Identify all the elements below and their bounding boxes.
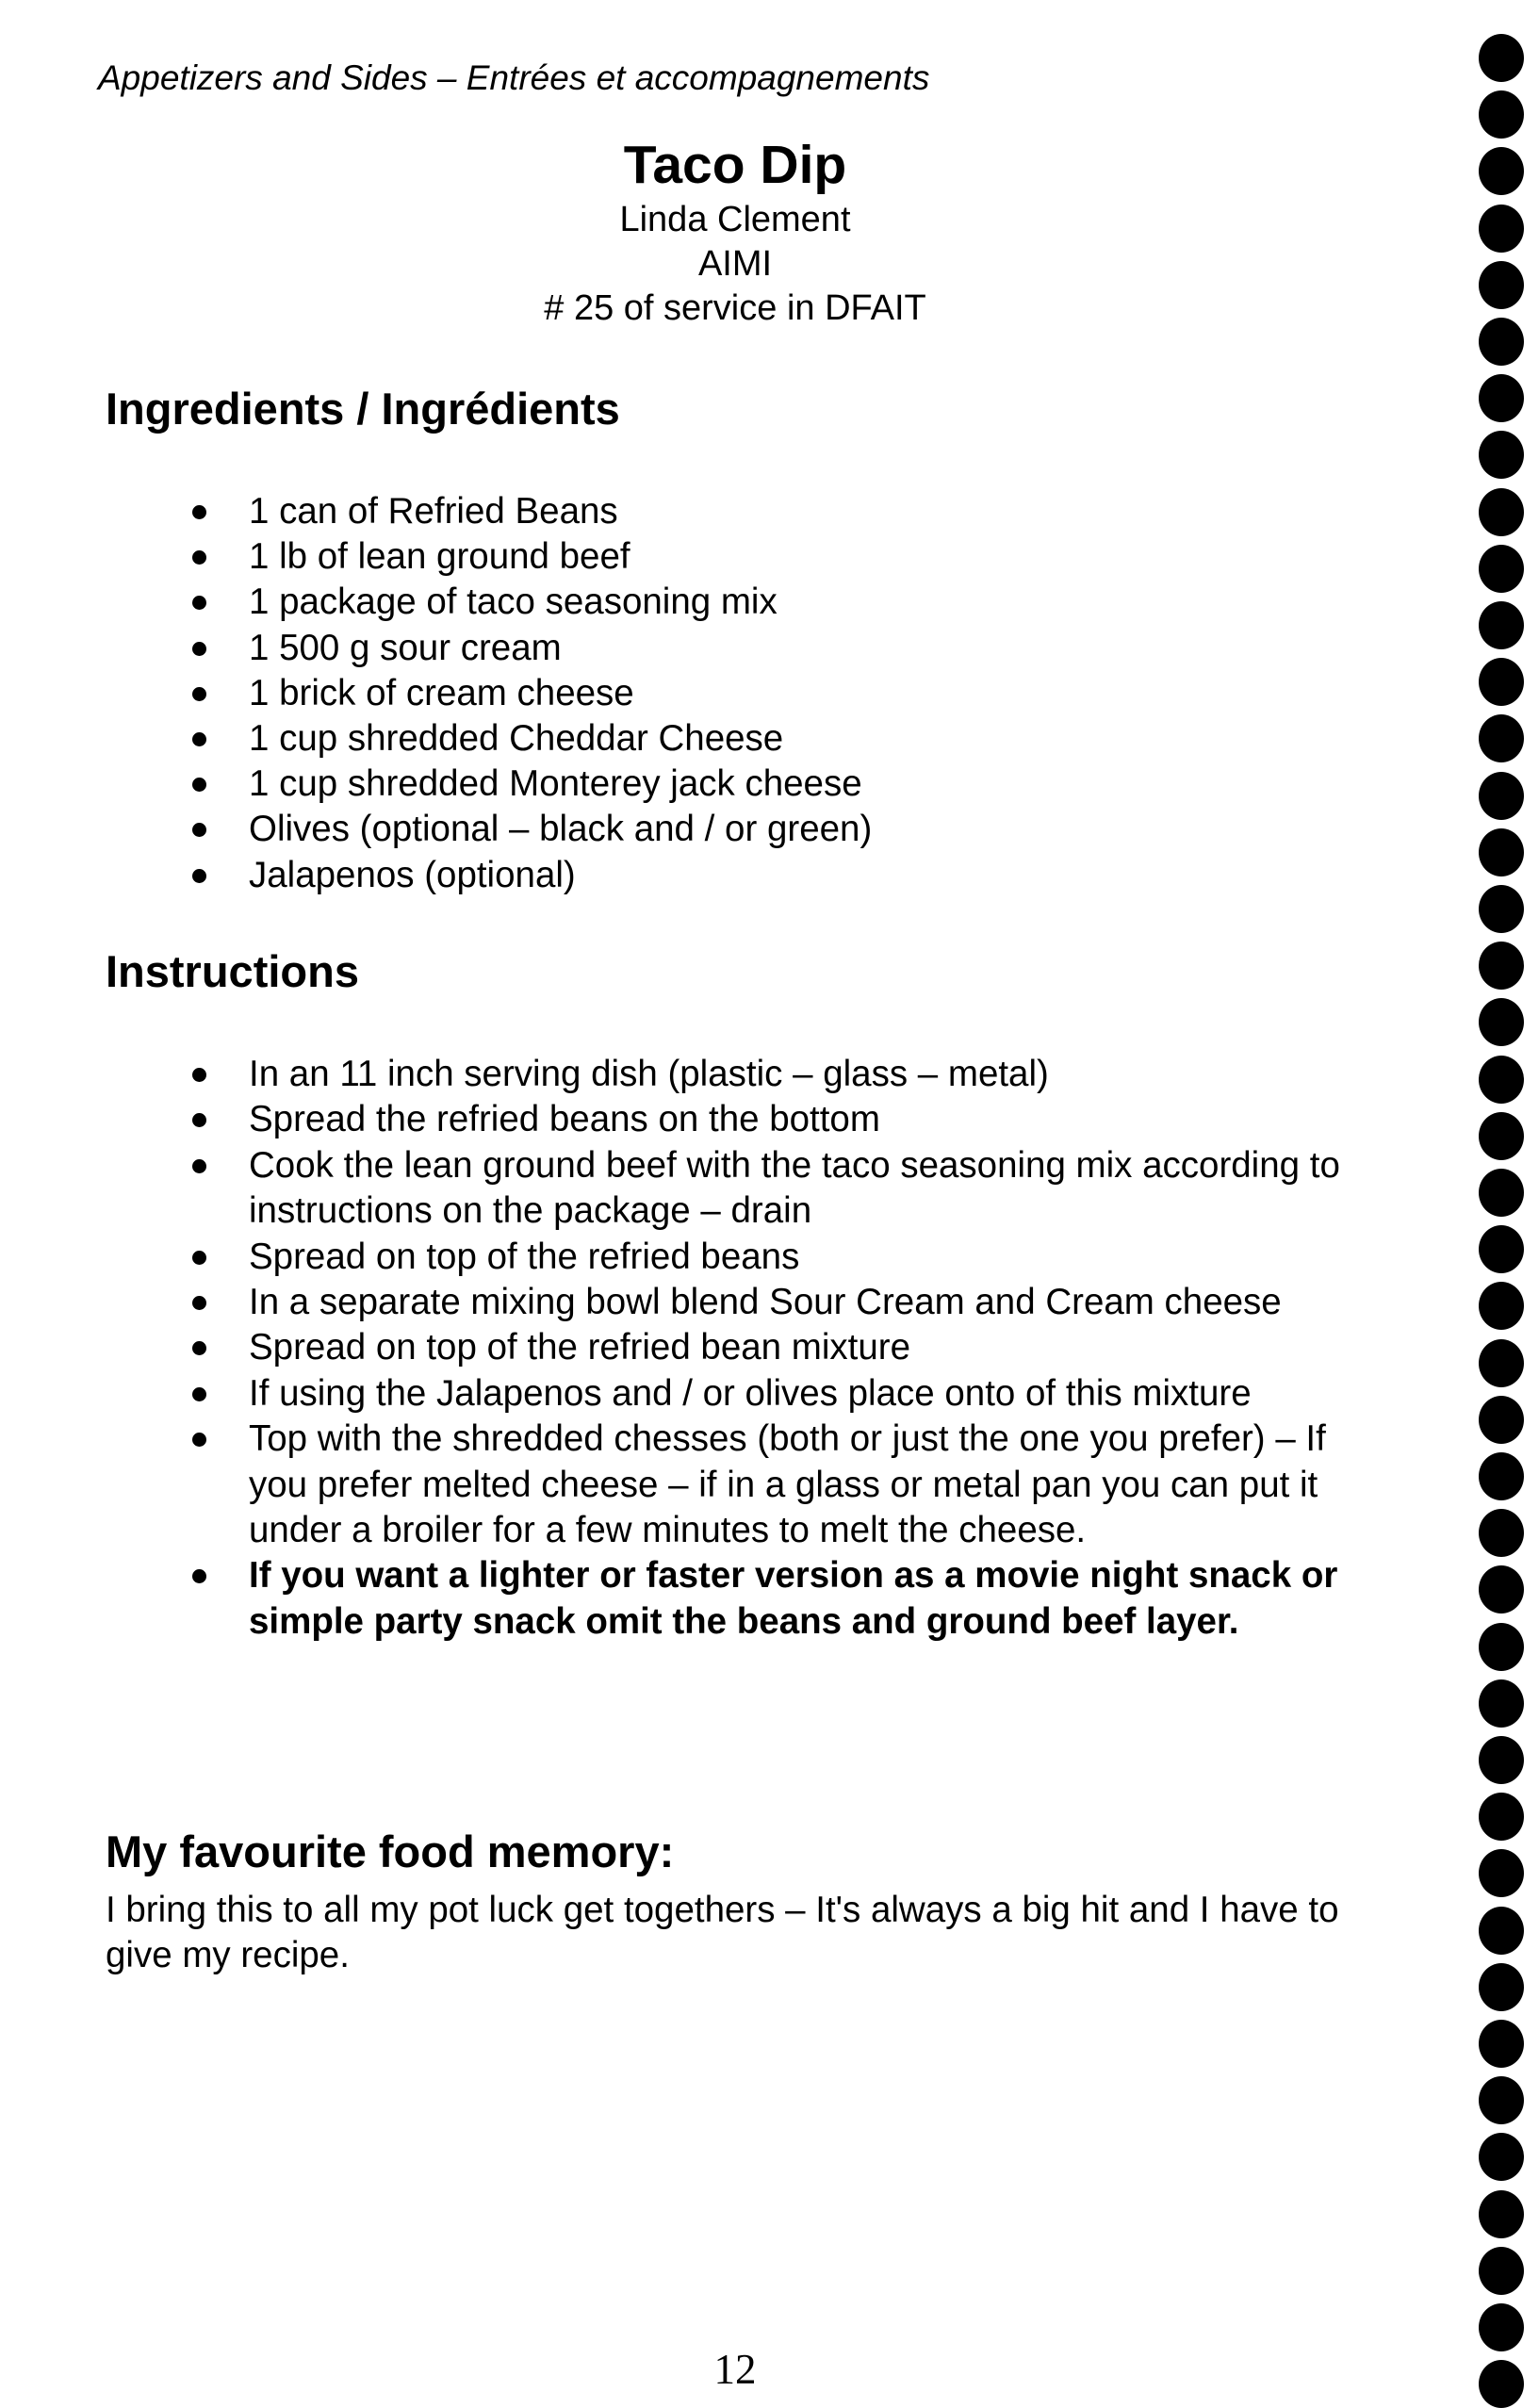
binding-hole-icon — [1479, 488, 1524, 536]
ingredient-item — [187, 626, 1365, 671]
instruction-text: Spread on top of the refried beans — [249, 1236, 800, 1277]
instruction-text: Cook the lean ground beef with the taco seasoning mix according to instructions on the package – drain — [249, 1144, 1340, 1232]
bullet-icon — [192, 869, 206, 883]
ingredient-text: 1 can of Refried Beans — [249, 491, 618, 532]
instruction-step — [187, 1097, 1365, 1142]
bullet-icon — [192, 1296, 206, 1310]
ingredient-item — [187, 807, 1365, 852]
binding-hole-icon — [1479, 34, 1524, 82]
bullet-icon — [192, 1068, 206, 1082]
ingredient-item — [187, 716, 1365, 762]
ingredient-text: Olives (optional – black and / or green) — [249, 809, 873, 850]
ingredient-text: 1 cup shredded Cheddar Cheese — [249, 718, 784, 760]
bullet-icon — [192, 1159, 206, 1173]
binding-hole-icon — [1479, 1793, 1524, 1841]
bullet-icon — [192, 732, 206, 746]
instruction-step — [187, 1325, 1365, 1370]
bullet-icon — [192, 1251, 206, 1265]
binding-hole-icon — [1479, 147, 1524, 195]
ingredient-item — [187, 853, 1365, 898]
binding-hole-icon — [1479, 1849, 1524, 1897]
ingredient-item — [187, 489, 1365, 534]
bullet-icon — [192, 505, 206, 519]
bullet-icon — [192, 1433, 206, 1447]
ingredient-text: 1 brick of cream cheese — [249, 672, 634, 713]
binding-hole-icon — [1479, 2360, 1524, 2408]
ingredient-item — [187, 762, 1365, 807]
binding-hole-icon — [1479, 2303, 1524, 2351]
binding-hole-icon — [1479, 1963, 1524, 2011]
instruction-step — [187, 1143, 1365, 1235]
binding-hole-icon — [1479, 318, 1524, 366]
binding-hole-icon — [1479, 942, 1524, 990]
binding-hole-icon — [1479, 1509, 1524, 1557]
binding-hole-icon — [1479, 1736, 1524, 1784]
binding-hole-icon — [1479, 1679, 1524, 1728]
binding-hole-icon — [1479, 998, 1524, 1046]
binding-hole-icon — [1479, 431, 1524, 479]
binding-hole-icon — [1479, 1339, 1524, 1387]
instruction-text: Spread on top of the refried bean mixture — [249, 1327, 910, 1368]
binding-hole-icon — [1479, 90, 1524, 139]
bullet-icon — [192, 596, 206, 610]
binding-hole-icon — [1479, 545, 1524, 593]
binding-hole-icon — [1479, 374, 1524, 422]
ingredient-text: 1 cup shredded Monterey jack cheese — [249, 763, 862, 805]
ingredient-item — [187, 671, 1365, 716]
bullet-icon — [192, 1569, 206, 1583]
memory-text: I bring this to all my pot luck get togethers – It's always a big hit and I have to give my recipe. — [106, 1890, 1339, 1975]
bullet-icon — [192, 823, 206, 837]
memory-heading: My favourite food memory: — [106, 1826, 675, 1876]
binding-hole-icon — [1479, 2133, 1524, 2181]
binding-hole-icon — [1479, 261, 1524, 309]
spiral-binding — [1473, 34, 1530, 2400]
ingredient-item — [187, 580, 1365, 625]
instruction-step — [187, 1280, 1365, 1325]
recipe-organization: AIMI — [697, 244, 773, 284]
instruction-text: Spread the refried beans on the bottom — [249, 1099, 880, 1140]
binding-hole-icon — [1479, 1623, 1524, 1671]
instruction-text: In a separate mixing bowl blend Sour Cream and Cream cheese — [249, 1282, 1282, 1323]
binding-hole-icon — [1479, 1056, 1524, 1104]
ingredients-list — [187, 489, 1365, 898]
binding-hole-icon — [1479, 1225, 1524, 1273]
bullet-icon — [192, 1113, 206, 1127]
instruction-text: If you want a lighter or faster version as a movie night snack or simple party snack omit the beans and ground beef layer. — [249, 1555, 1338, 1642]
binding-hole-icon — [1479, 1907, 1524, 1955]
binding-hole-icon — [1479, 1565, 1524, 1614]
bullet-icon — [192, 550, 206, 565]
binding-hole-icon — [1479, 658, 1524, 706]
binding-hole-icon — [1479, 2020, 1524, 2068]
binding-hole-icon — [1479, 1282, 1524, 1330]
binding-hole-icon — [1479, 2190, 1524, 2238]
recipe-author: Linda Clement — [619, 200, 851, 239]
section-header: Appetizers and Sides – Entrées et accompagnements — [98, 58, 930, 97]
binding-hole-icon — [1479, 714, 1524, 762]
binding-hole-icon — [1479, 885, 1524, 933]
instruction-step — [187, 1371, 1365, 1417]
instructions-list — [187, 1052, 1365, 1645]
ingredient-text: 1 package of taco seasoning mix — [249, 582, 778, 623]
ingredient-item — [187, 534, 1365, 580]
bullet-icon — [192, 687, 206, 701]
bullet-icon — [192, 778, 206, 792]
instruction-step — [187, 1235, 1365, 1280]
instruction-step — [187, 1052, 1365, 1097]
bullet-icon — [192, 1387, 206, 1401]
ingredient-text: 1 lb of lean ground beef — [249, 536, 630, 578]
instruction-step-tip — [187, 1553, 1365, 1645]
recipe-title: Taco Dip — [623, 135, 847, 195]
binding-hole-icon — [1479, 1452, 1524, 1500]
ingredient-text: Jalapenos (optional) — [249, 854, 576, 895]
binding-hole-icon — [1479, 2076, 1524, 2124]
binding-hole-icon — [1479, 205, 1524, 253]
binding-hole-icon — [1479, 601, 1524, 649]
binding-hole-icon — [1479, 828, 1524, 876]
bullet-icon — [192, 1341, 206, 1355]
instruction-text: In an 11 inch serving dish (plastic – glass – metal) — [249, 1054, 1049, 1094]
recipe-service-years: # 25 of service in DFAIT — [544, 288, 926, 328]
instructions-heading: Instructions — [106, 946, 359, 996]
binding-hole-icon — [1479, 1112, 1524, 1160]
binding-hole-icon — [1479, 1396, 1524, 1444]
binding-hole-icon — [1479, 1169, 1524, 1217]
recipe-title-block — [358, 132, 1112, 331]
page-number: 12 — [713, 2346, 757, 2393]
bullet-icon — [192, 642, 206, 656]
instruction-text: Top with the shredded chesses (both or just the one you prefer) – If you prefer melted cheese – if in a glass or metal pan you can put it under a broiler for a few minutes to melt the cheese. — [249, 1418, 1326, 1551]
ingredient-text: 1 500 g sour cream — [249, 627, 562, 668]
instruction-step — [187, 1417, 1365, 1553]
binding-hole-icon — [1479, 2247, 1524, 2295]
binding-hole-icon — [1479, 772, 1524, 820]
ingredients-heading: Ingredients / Ingrédients — [106, 384, 620, 434]
instruction-text: If using the Jalapenos and / or olives place onto of this mixture — [249, 1372, 1252, 1414]
